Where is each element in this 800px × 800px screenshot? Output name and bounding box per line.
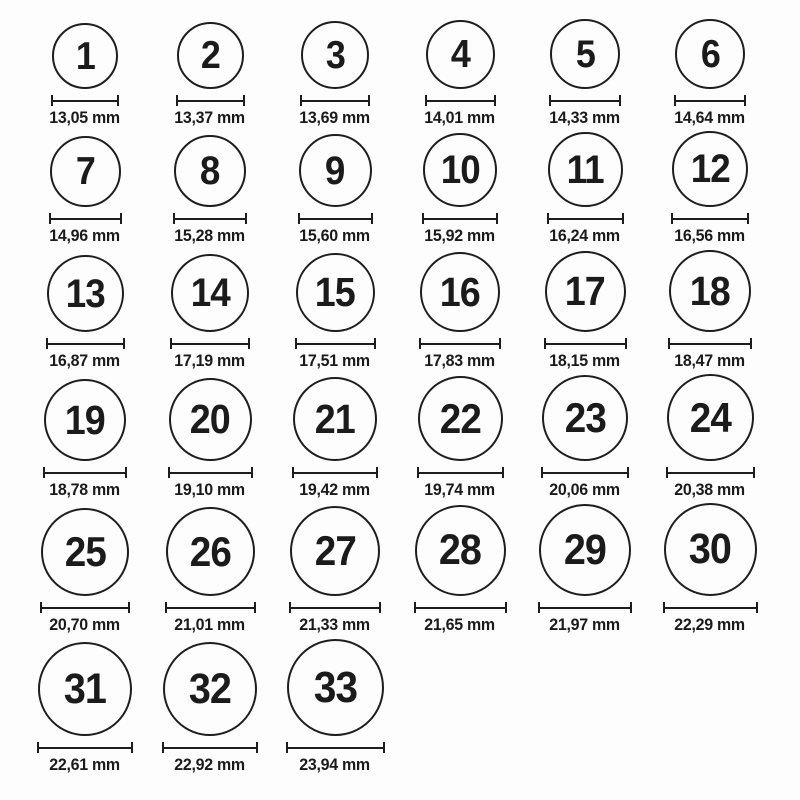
diameter-label: 20,06 mm [549,480,621,499]
diameter-measure-line [547,213,624,224]
diameter-measure-line [549,95,621,106]
ring-size-number: 20 [189,396,231,442]
diameter-label: 22,29 mm [674,615,746,634]
ring-size-number: 22 [439,394,481,442]
diameter-measure-line [666,467,755,478]
ring-size-number: 19 [64,396,106,443]
ring-size-item [23,508,147,634]
ring-size-number: 25 [64,528,106,575]
ring-circle [426,20,495,89]
ring-circle [52,23,118,89]
ring-circle [539,504,631,596]
ring-circle [171,254,249,332]
ring-size-item [148,378,272,499]
ring-size-item [273,21,397,127]
diameter-measure-line [295,338,376,349]
diameter-measure-line [46,338,125,349]
diameter-measure-line [671,213,749,224]
ring-size-number: 17 [564,268,606,314]
diameter-label: 19,10 mm [174,480,246,499]
ring-size-number: 9 [325,148,345,193]
ring-size-number: 15 [314,269,356,315]
ring-size-item [148,22,272,127]
ring-size-item [648,19,772,127]
ring-size-number: 29 [563,525,607,574]
ring-size-item [398,20,522,127]
ring-circle [47,255,124,332]
ring-size-number: 21 [314,395,356,442]
ring-circle [664,503,757,596]
ring-circle [293,377,377,461]
diameter-measure-line [165,602,256,613]
ring-circle [177,22,244,89]
ring-size-item [273,639,397,774]
diameter-measure-line [417,467,504,478]
diameter-measure-line [541,467,629,478]
diameter-label: 16,56 mm [674,226,746,245]
diameter-label: 21,97 mm [549,615,621,634]
ring-circle [550,19,620,89]
diameter-measure-line [49,213,122,224]
ring-circle [44,379,126,461]
diameter-label: 14,01 mm [424,108,496,127]
diameter-measure-line [419,338,501,349]
ring-circle [290,506,380,596]
diameter-measure-line [170,338,250,349]
ring-size-number: 26 [189,527,231,575]
ring-circle [50,136,121,207]
ring-circle [174,135,246,207]
diameter-label: 19,42 mm [299,480,371,499]
diameter-label: 23,94 mm [299,755,371,774]
ring-circle [418,376,503,461]
diameter-label: 22,61 mm [49,755,121,774]
ring-size-number: 10 [440,148,480,192]
ring-size-item [23,379,147,499]
diameter-measure-line [663,602,758,613]
diameter-measure-line [414,602,507,613]
diameter-measure-line [37,742,133,753]
diameter-label: 16,87 mm [49,351,121,370]
ring-size-number: 7 [75,150,95,193]
ring-circle [548,132,623,207]
diameter-measure-line [422,213,498,224]
diameter-measure-line [162,742,258,753]
diameter-label: 14,96 mm [49,226,121,245]
ring-size-number: 12 [690,147,730,191]
diameter-measure-line [668,338,752,349]
ring-size-item [648,503,772,634]
ring-circle [675,19,745,89]
ring-size-number: 2 [200,34,220,77]
diameter-label: 18,47 mm [674,351,746,370]
ring-size-item [398,133,522,245]
ring-circle [38,642,132,736]
ring-size-item [148,254,272,370]
ring-size-item [273,506,397,634]
ring-size-item [148,507,272,634]
diameter-measure-line [40,602,130,613]
ring-size-number: 14 [190,271,230,315]
ring-size-number: 3 [325,33,345,77]
diameter-measure-line [168,467,253,478]
ring-size-number: 24 [689,393,731,441]
diameter-label: 15,92 mm [424,226,496,245]
ring-size-number: 31 [63,664,107,713]
diameter-label: 13,69 mm [299,108,371,127]
diameter-measure-line [300,95,370,106]
ring-size-number: 27 [314,527,356,574]
diameter-measure-line [674,95,746,106]
ring-size-item [523,132,647,245]
ring-size-number: 4 [450,33,470,76]
diameter-label: 21,01 mm [174,615,246,634]
ring-circle [542,375,628,461]
diameter-label: 14,33 mm [549,108,621,127]
ring-circle [299,134,372,207]
diameter-measure-line [298,213,373,224]
ring-size-item [148,135,272,245]
ring-circle [163,642,257,736]
diameter-label: 18,15 mm [549,351,621,370]
ring-circle [287,639,384,736]
ring-size-item [23,136,147,245]
ring-size-number: 1 [75,34,95,78]
ring-circle [423,133,497,207]
ring-size-item [273,134,397,245]
diameter-measure-line [425,95,496,106]
diameter-label: 13,37 mm [174,108,246,127]
ring-size-number: 6 [700,32,720,76]
ring-circle [166,507,255,596]
diameter-label: 22,92 mm [174,755,246,774]
ring-size-item [23,255,147,370]
diameter-label: 13,05 mm [49,108,121,127]
diameter-measure-line [176,95,245,106]
diameter-label: 15,60 mm [299,226,371,245]
ring-size-item [273,377,397,499]
ring-size-item [523,504,647,634]
diameter-label: 21,65 mm [424,615,496,634]
ring-size-number: 8 [200,149,220,193]
ring-circle [545,251,626,332]
diameter-measure-line [289,602,381,613]
ring-size-item [398,252,522,370]
ring-size-item [148,642,272,774]
ring-size-number: 16 [439,268,481,315]
ring-size-number: 32 [188,664,232,713]
diameter-label: 17,83 mm [424,351,496,370]
diameter-measure-line [173,213,247,224]
ring-size-item [23,642,147,774]
ring-size-number: 33 [313,662,357,712]
diameter-label: 15,28 mm [174,226,246,245]
ring-size-item [648,250,772,370]
ring-circle [169,378,252,461]
ring-size-number: 30 [688,525,732,573]
ring-size-number: 23 [564,394,606,441]
ring-size-item [648,131,772,245]
ring-size-number: 11 [566,147,604,192]
diameter-label: 17,19 mm [174,351,246,370]
ring-size-number: 18 [689,267,731,314]
diameter-label: 16,24 mm [549,226,621,245]
ring-circle [420,252,500,332]
diameter-label: 20,38 mm [674,480,746,499]
diameter-measure-line [286,742,385,753]
ring-size-item [523,375,647,499]
diameter-label: 21,33 mm [299,615,371,634]
ring-size-item [23,23,147,127]
diameter-label: 19,74 mm [424,480,496,499]
ring-circle [41,508,129,596]
ring-circle [667,374,754,461]
ring-size-item [523,19,647,127]
ring-size-item [398,376,522,499]
diameter-label: 18,78 mm [49,480,121,499]
diameter-measure-line [544,338,627,349]
ring-circle [301,21,369,89]
diameter-measure-line [51,95,119,106]
ring-size-item [398,505,522,634]
diameter-measure-line [292,467,378,478]
diameter-measure-line [538,602,632,613]
ring-circle [669,250,751,332]
diameter-label: 14,64 mm [674,108,746,127]
ring-size-item [523,251,647,370]
ring-size-item [648,374,772,499]
ring-size-number: 13 [65,271,105,316]
ring-circle [415,505,506,596]
ring-size-number: 5 [575,32,595,76]
ring-circle [672,131,748,207]
ring-circle [296,253,375,332]
diameter-label: 17,51 mm [299,351,371,370]
ring-size-number: 28 [438,526,482,574]
ring-size-item [273,253,397,370]
diameter-measure-line [43,467,127,478]
diameter-label: 20,70 mm [49,615,121,634]
